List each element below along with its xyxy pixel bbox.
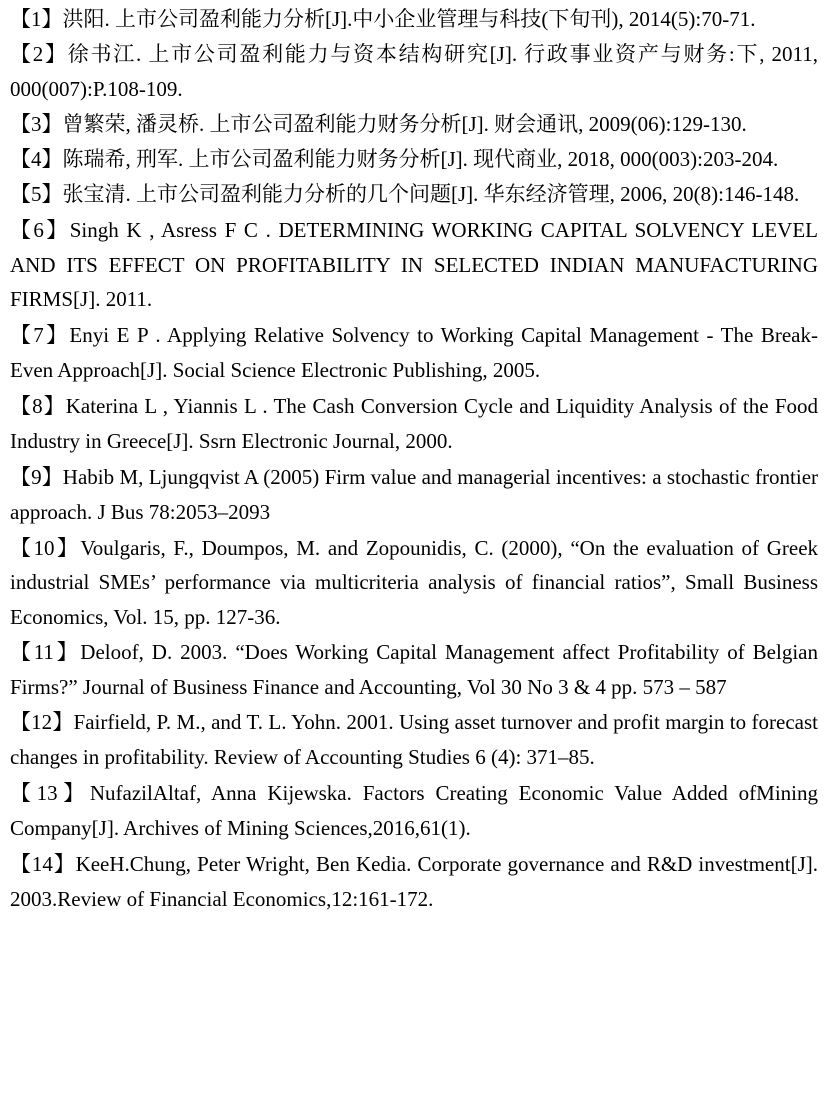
reference-text: Habib M, Ljungqvist A (2005) Firm value and managerial incentives: a stochastic frontier approach. J Bus 78:2053–2093 (10, 464, 819, 524)
reference-item (10, 389, 818, 459)
reference-text: Deloof, D. 2003. “Does Working Capital Management affect Profitability of Belgian Firms?” Journal of Business Finance and Accounting, Vol 30 No 3 & 4 pp. 573 – 587 (10, 640, 818, 699)
reference-item (10, 213, 818, 317)
reference-item (10, 635, 818, 704)
reference-number: 【11】 (10, 640, 81, 664)
reference-item (10, 37, 818, 107)
reference-text: 曾繁荣, 潘灵桥. 上市公司盈利能力财务分析[J]. 财会通讯, 2009(06):129-130. (62, 112, 747, 136)
reference-text: 陈瑞希, 刑军. 上市公司盈利能力财务分析[J]. 现代商业, 2018, 000(003):203-204. (62, 147, 779, 171)
reference-text: 洪阳. 上市公司盈利能力分析[J].中小企业管理与科技(下旬刊), 2014(5):70-71. (62, 7, 756, 31)
reference-item (10, 531, 818, 635)
reference-number: 【13】 (10, 781, 90, 805)
reference-number: 【8】 (10, 393, 66, 418)
reference-item (10, 177, 818, 212)
reference-item (10, 2, 818, 37)
reference-item (10, 460, 818, 530)
reference-number: 【3】 (10, 112, 63, 136)
reference-list (10, 2, 818, 917)
reference-number: 【4】 (10, 147, 63, 171)
reference-number: 【14】 (10, 852, 76, 876)
reference-text: Katerina L , Yiannis L . The Cash Conversion Cycle and Liquidity Analysis of the Food Industry in Greece[J]. Ssrn Electronic Journal, 2000. (10, 393, 819, 453)
reference-number: 【7】 (10, 322, 70, 347)
reference-number: 【10】 (10, 535, 81, 560)
reference-number: 【9】 (10, 464, 63, 489)
reference-text: KeeH.Chung, Peter Wright, Ben Kedia. Corporate governance and R&D investment[J]. 2003.Review of Financial Economics,12:161-172. (10, 852, 818, 911)
reference-text: NufazilAltaf, Anna Kijewska. Factors Creating Economic Value Added ofMining Company[J]. Archives of Mining Sciences,2016,61(1). (10, 781, 818, 840)
reference-text: Enyi E P . Applying Relative Solvency to Working Capital Management - The Break-Even Approach[J]. Social Science Electronic Publishing, 2005. (10, 322, 819, 382)
reference-text: Voulgaris, F., Doumpos, M. and Zopounidis, C. (2000), “On the evaluation of Greek industrial SMEs’ performance via multicriteria analysis of financial ratios”, Small Business Economics, Vol. 15, pp. 127-36. (10, 535, 819, 629)
reference-number: 【12】 (10, 710, 74, 734)
reference-number: 【2】 (10, 42, 68, 66)
reference-text: 张宝清. 上市公司盈利能力分析的几个问题[J]. 华东经济管理, 2006, 20(8):146-148. (62, 182, 800, 206)
reference-item (10, 705, 818, 775)
reference-item (10, 847, 818, 917)
reference-item (10, 142, 818, 177)
reference-item (10, 107, 818, 142)
reference-number: 【1】 (10, 7, 63, 31)
reference-number: 【6】 (10, 218, 70, 242)
reference-item (10, 318, 818, 388)
reference-number: 【5】 (10, 182, 63, 206)
reference-text: 徐书江. 上市公司盈利能力与资本结构研究[J]. 行政事业资产与财务:下, 2011, 000(007):P.108-109. (10, 42, 818, 101)
reference-text: Singh K , Asress F C . DETERMINING WORKING CAPITAL SOLVENCY LEVEL AND ITS EFFECT ON PROFITABILITY IN SELECTED INDIAN MANUFACTURING FIRMS[J]. 2011. (10, 218, 818, 311)
reference-item (10, 776, 818, 846)
reference-text: Fairfield, P. M., and T. L. Yohn. 2001. Using asset turnover and profit margin to forecast changes in profitability. Review of Accounting Studies 6 (4): 371–85. (10, 710, 818, 769)
